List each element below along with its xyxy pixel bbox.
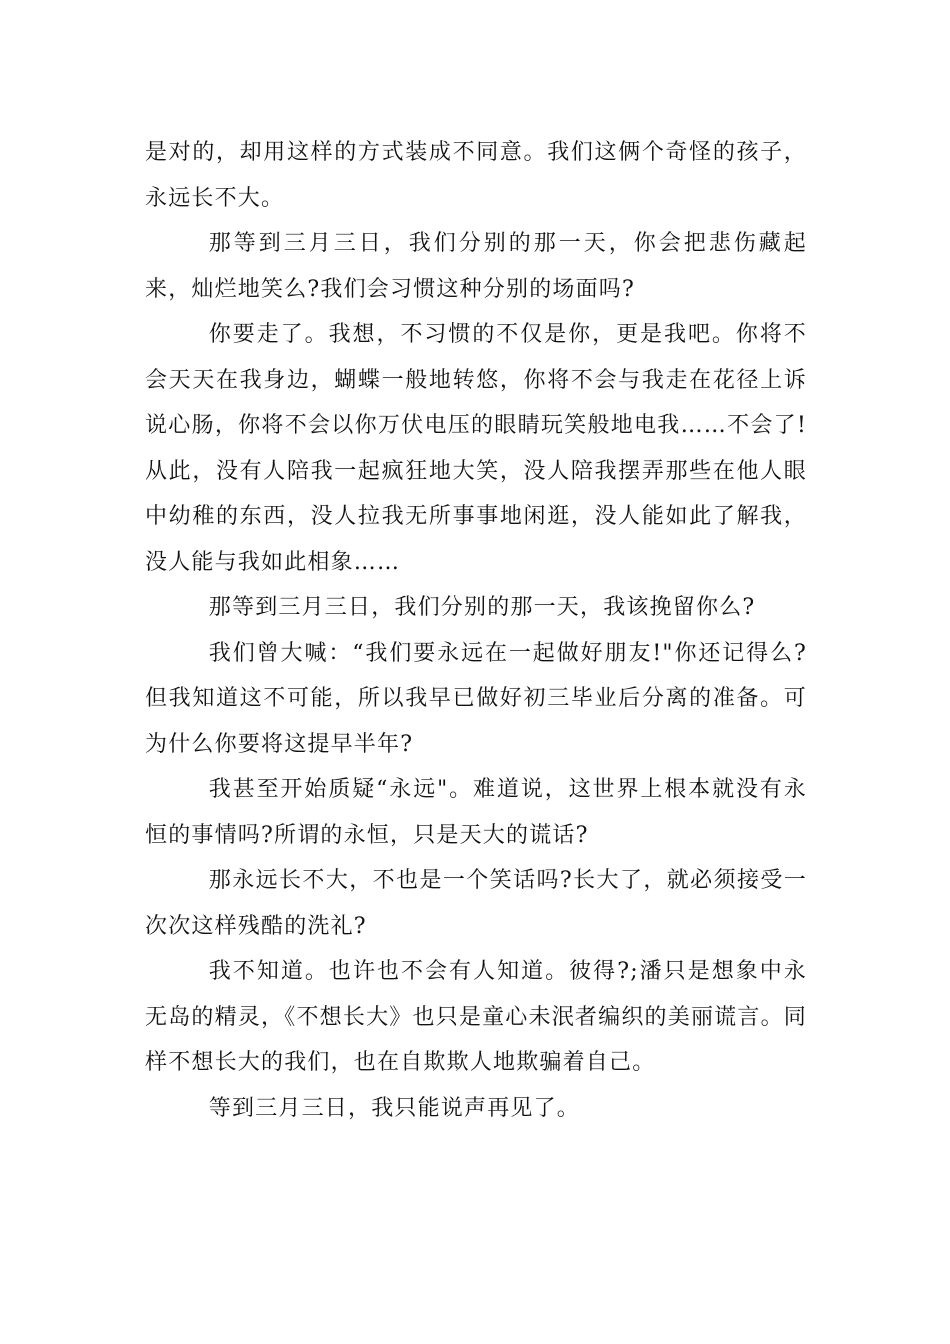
paragraph-8: 我不知道。也许也不会有人知道。彼得?;潘只是想象中永无岛的精灵，《不想长大》也只是童心未泯者编织的美丽谎言。同样不想长大的我们，也在自欺欺人地欺骗着自己。 [145,959,807,1075]
paragraph-6: 我甚至开始质疑“永远"。难道说，这世界上根本就没有永恒的事情吗?所谓的永恒，只是天大的谎话? [145,777,807,848]
document-body [145,130,807,1131]
paragraph-1: 是对的，却用这样的方式装成不同意。我们这俩个奇怪的孩子，永远长不大。 [145,140,807,211]
paragraph-3: 你要走了。我想，不习惯的不仅是你，更是我吧。你将不会天天在我身边，蝴蝶一般地转悠，你将不会与我走在花径上诉说心肠，你将不会以你万伏电压的眼睛玩笑般地电我……不会了!从此，没有人陪我一起疯狂地大笑，没人陪我摆弄那些在他人眼中幼稚的东西，没人拉我无所事事地闲逛，没人能如此了解我，没人能与我如此相象…… [145,322,807,575]
paragraph-9: 等到三月三日，我只能说声再见了。 [208,1095,580,1121]
paragraph-7: 那永远长不大，不也是一个笑话吗?长大了，就必须接受一次次这样残酷的洗礼? [145,868,807,939]
paragraph-2: 那等到三月三日，我们分别的那一天，你会把悲伤藏起来，灿烂地笑么?我们会习惯这种分别的场面吗? [145,231,807,302]
paragraph-4: 那等到三月三日，我们分别的那一天，我该挽留你么? [208,595,756,620]
paragraph-5: 我们曾大喊：“我们要永远在一起做好朋友!"你还记得么?但我知道这不可能，所以我早已做好初三毕业后分离的准备。可为什么你要将这提早半年? [145,640,807,757]
